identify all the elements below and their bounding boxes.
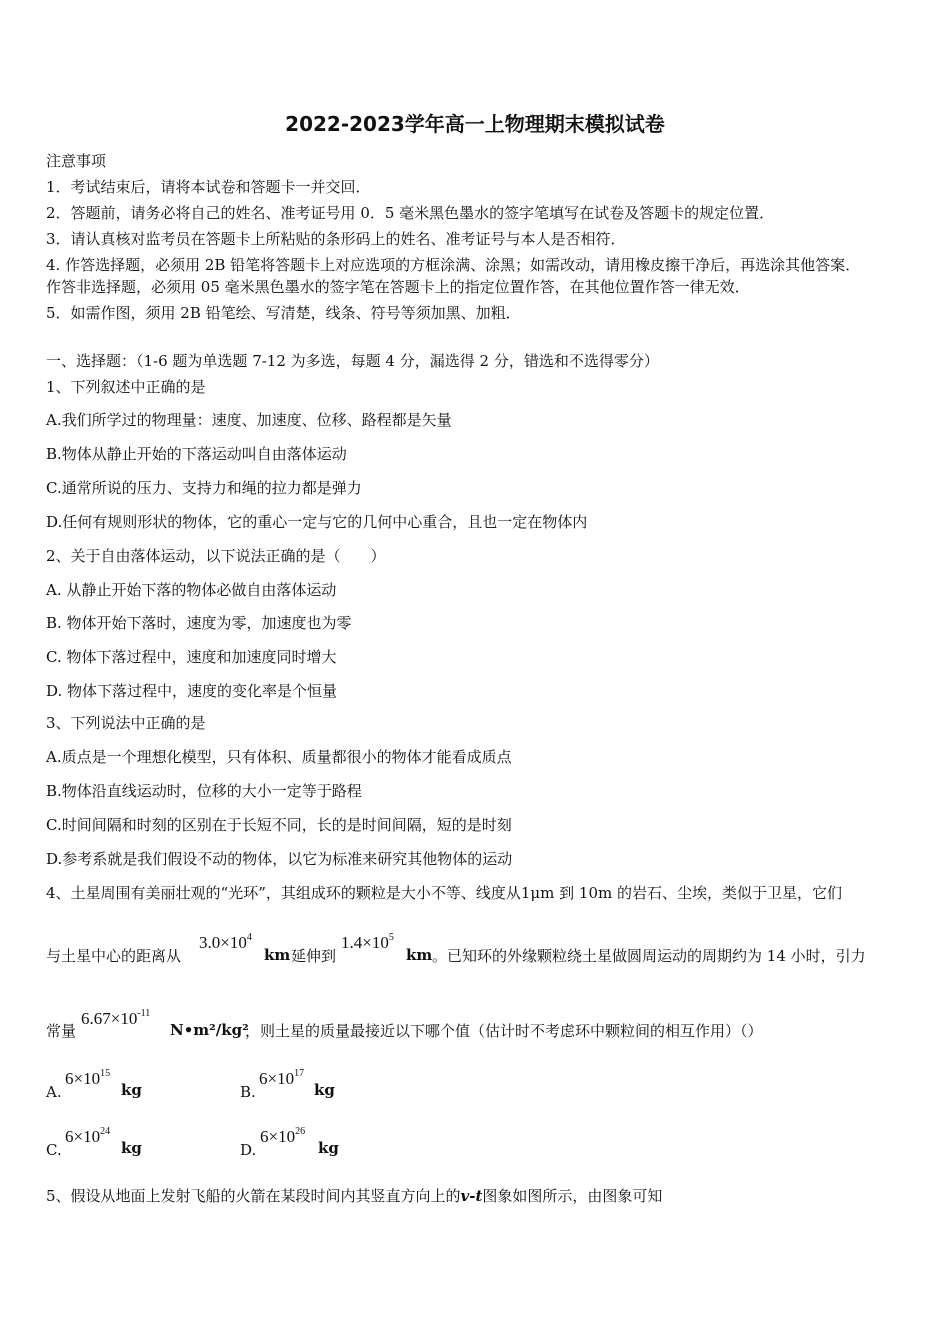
option-a: A.我们所学过的物理量：速度、加速度、位移、路程都是矢量 — [46, 411, 452, 429]
option-a: A.质点是一个理想化模型，只有体积、质量都很小的物体才能看成质点 — [46, 748, 512, 766]
question-text: 5、假设从地面上发射飞船的火箭在某段时间内其竖直方向上的 — [46, 1187, 461, 1205]
option-a: A. 从静止开始下落的物体必做自由落体运动 — [46, 581, 337, 599]
notice-item: 2．答题前，请务必将自己的姓名、准考证号用 0．5 毫米黑色墨水的签字笔填写在试卷及答题卡的规定位置． — [46, 204, 775, 222]
option-c: C.通常所说的压力、支持力和绳的拉力都是弹力 — [46, 479, 362, 497]
question-text: 。已知环的外缘颗粒绕土星做圆周运动的周期约为 14 小时，引力 — [432, 947, 866, 965]
option-a-label: A. — [46, 1083, 62, 1101]
option-d: D.参考系就是我们假设不动的物体，以它为标准来研究其他物体的运动 — [46, 850, 513, 868]
notice-item: 1．考试结束后，请将本试卷和答题卡一并交回． — [46, 178, 371, 196]
question-text: 常量 — [46, 1022, 77, 1040]
notice-item: 5．如需作图，须用 2B 铅笔绘、写清楚，线条、符号等须加黑、加粗． — [46, 304, 521, 322]
option-b-label: B. — [240, 1083, 256, 1101]
option-c-label: C. — [46, 1141, 62, 1159]
notice-item: 3．请认真核对监考员在答题卡上所粘贴的条形码上的姓名、准考证号与本人是否相符． — [46, 230, 626, 248]
question-stem: 4、土星周围有美丽壮观的“光环”，其组成环的颗粒是大小不等、线度从1μm 到 10m 的岩石、尘埃，类似于卫星，它们 — [46, 884, 843, 902]
unit-label: kg — [318, 1139, 339, 1157]
math-expression: $6\times 10^{26}$ — [260, 1126, 306, 1146]
unit-label: kg — [121, 1139, 142, 1157]
question-stem — [46, 1186, 662, 1206]
question-text: 图象如图所示，由图象可知 — [482, 1187, 663, 1205]
math-expression: $6\times 10^{15}$ — [65, 1068, 111, 1088]
notice-item: 4. 作答选择题，必须用 2B 铅笔将答题卡上对应选项的方框涂满、涂黑；如需改动，请用橡皮擦干净后，再选涂其他答案． — [46, 256, 861, 274]
question-stem: 2、关于自由落体运动，以下说法正确的是（ ） — [46, 547, 386, 565]
option-b: B.物体从静止开始的下落运动叫自由落体运动 — [46, 445, 347, 463]
math-expression: $6\times 10^{24}$ — [65, 1126, 111, 1146]
question-text: 延伸到 — [291, 947, 337, 965]
notice-heading: 注意事项 — [46, 152, 107, 170]
unit-label: km — [406, 946, 433, 964]
math-expression: $6.67\times 10^{-11}$ — [81, 1008, 151, 1028]
notice-item: 作答非选择题，必须用 05 毫米黑色墨水的签字笔在答题卡上的指定位置作答，在其他位置作答一律无效． — [46, 278, 750, 296]
unit-label: kg — [121, 1081, 142, 1099]
unit-label: N•m²/kg² — [170, 1021, 249, 1039]
unit-label: kg — [314, 1081, 335, 1099]
option-b: B. 物体开始下落时，速度为零，加速度也为零 — [46, 614, 352, 632]
unit-label: km — [264, 946, 291, 964]
question-text: ，则土星的质量最接近以下哪个值（估计时不考虑环中颗粒间的相互作用）（） — [245, 1022, 763, 1040]
question-text: 与土星中心的距离从 — [46, 947, 182, 965]
math-expression: $1.4\times 10^5$ — [341, 932, 394, 952]
question-stem: 3、下列说法中正确的是 — [46, 714, 206, 732]
math-expression: $3.0\times 10^4$ — [199, 932, 252, 952]
section-heading: 一、选择题：（1-6 题为单选题 7-12 为多选，每题 4 分，漏选得 2 分，错选和不选得零分） — [46, 352, 659, 370]
math-expression: $6\times 10^{17}$ — [259, 1068, 305, 1088]
option-d-label: D. — [240, 1141, 257, 1159]
vt-symbol: v-t — [460, 1187, 483, 1205]
option-d: D. 物体下落过程中，速度的变化率是个恒量 — [46, 682, 338, 700]
option-b: B.物体沿直线运动时，位移的大小一定等于路程 — [46, 782, 362, 800]
option-d: D.任何有规则形状的物体，它的重心一定与它的几何中心重合，且也一定在物体内 — [46, 513, 588, 531]
question-stem: 1、下列叙述中正确的是 — [46, 378, 206, 396]
option-c: C. 物体下落过程中，速度和加速度同时增大 — [46, 648, 337, 666]
option-c: C.时间间隔和时刻的区别在于长短不同，长的是时间间隔，短的是时刻 — [46, 816, 512, 834]
page-title: 2022-2023学年高一上物理期末模拟试卷 — [285, 112, 665, 136]
